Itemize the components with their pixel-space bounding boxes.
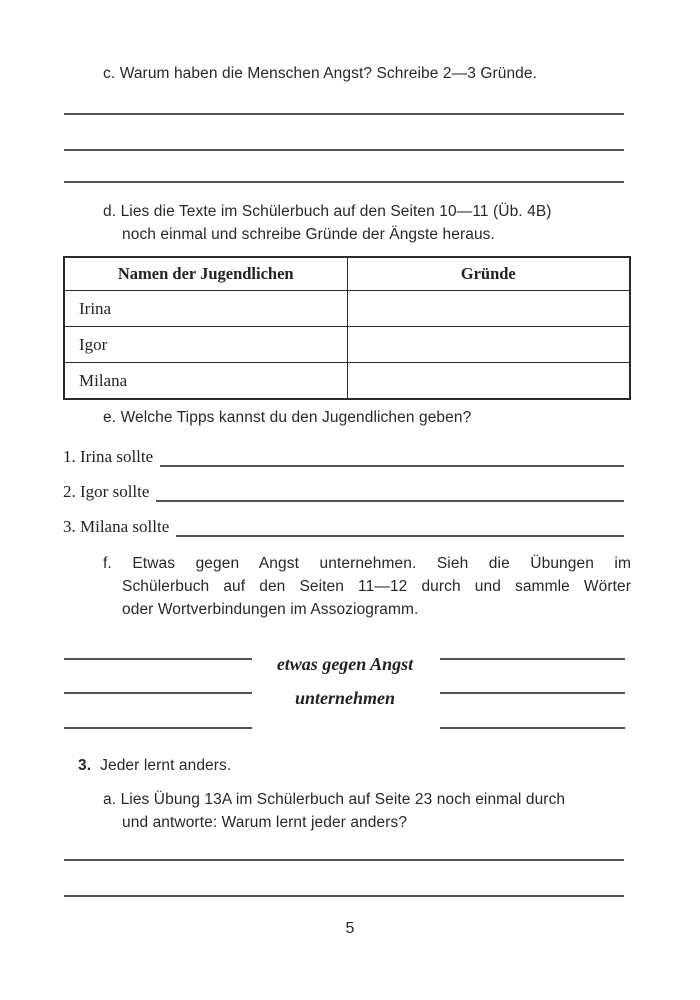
table-cell-reason-blank (347, 327, 630, 363)
answer-line (160, 462, 624, 467)
item-text-f-line3: oder Wortverbindungen im Assoziogramm. (122, 601, 419, 618)
table-cell-reason-blank (347, 363, 630, 400)
table-cell-name: Igor (64, 327, 347, 363)
table-cell-reason-blank (347, 291, 630, 327)
item-text-e: Welche Tipps kannst du den Jugendlichen geben? (120, 409, 472, 426)
assoziogramm-center-label (220, 654, 470, 709)
item-text-d-line2: noch einmal und schreibe Gründe der Ängste heraus. (122, 226, 495, 243)
table-cell-name: Milana (64, 363, 347, 400)
item-label-d: d. (103, 203, 117, 220)
tip-prefix: 3. Milana sollte (63, 517, 170, 536)
exercise-item-f (103, 552, 631, 621)
exercise-item-a (103, 788, 633, 834)
answer-line (64, 149, 624, 151)
assoziogramm-center-line2: unternehmen (294, 688, 396, 708)
answer-line (64, 181, 624, 183)
answer-line (176, 532, 624, 537)
table-cell-name: Irina (64, 291, 347, 327)
item-text-f-line1: Etwas gegen Angst unternehmen. Sieh die Übungen im (132, 555, 631, 572)
item-text-a-line2: und antworte: Warum lernt jeder anders? (122, 814, 408, 831)
table-row (64, 363, 630, 400)
fear-reasons-table (63, 256, 631, 400)
tip-prefix: 2. Igor sollte (63, 482, 150, 501)
answer-line (156, 497, 624, 502)
exercise-item-e (103, 406, 471, 429)
item-label-c: c. (103, 65, 116, 82)
item-label-a: a. (103, 791, 117, 808)
tip-row-irina (63, 441, 624, 467)
page-number: 5 (345, 920, 355, 937)
answer-line (64, 895, 624, 897)
assoziogramm-center-line1: etwas gegen Angst (276, 654, 414, 674)
exercise-item-c (103, 62, 537, 85)
assoziogramm-blank-line (440, 727, 625, 729)
exercise-title-text: Jeder lernt anders. (100, 757, 232, 774)
item-label-f: f. (103, 555, 112, 572)
item-text-a-line1: Lies Übung 13A im Schülerbuch auf Seite 23 noch einmal durch (120, 791, 566, 808)
item-text-f-line2: Schülerbuch auf den Seiten 11—12 durch und sammle Wörter (122, 578, 631, 595)
table-header-row (64, 257, 630, 291)
item-text-c: Warum haben die Menschen Angst? Schreibe 2—3 Gründe. (119, 65, 538, 82)
table-row (64, 327, 630, 363)
tip-row-milana (63, 511, 624, 537)
answer-line (64, 859, 624, 861)
exercise-3-title (78, 754, 231, 777)
answer-line (64, 113, 624, 115)
assoziogramm-blank-line (64, 727, 252, 729)
table-header-names: Namen der Jugendlichen (64, 257, 347, 291)
tip-row-igor (63, 476, 624, 502)
item-label-e: e. (103, 409, 117, 426)
table-header-reasons: Gründe (347, 257, 630, 291)
item-text-d-line1: Lies die Texte im Schülerbuch auf den Seiten 10—11 (Üb. 4B) (120, 203, 552, 220)
exercise-number: 3. (78, 757, 92, 774)
exercise-item-d (103, 200, 633, 246)
table-row (64, 291, 630, 327)
tip-prefix: 1. Irina sollte (63, 447, 154, 466)
